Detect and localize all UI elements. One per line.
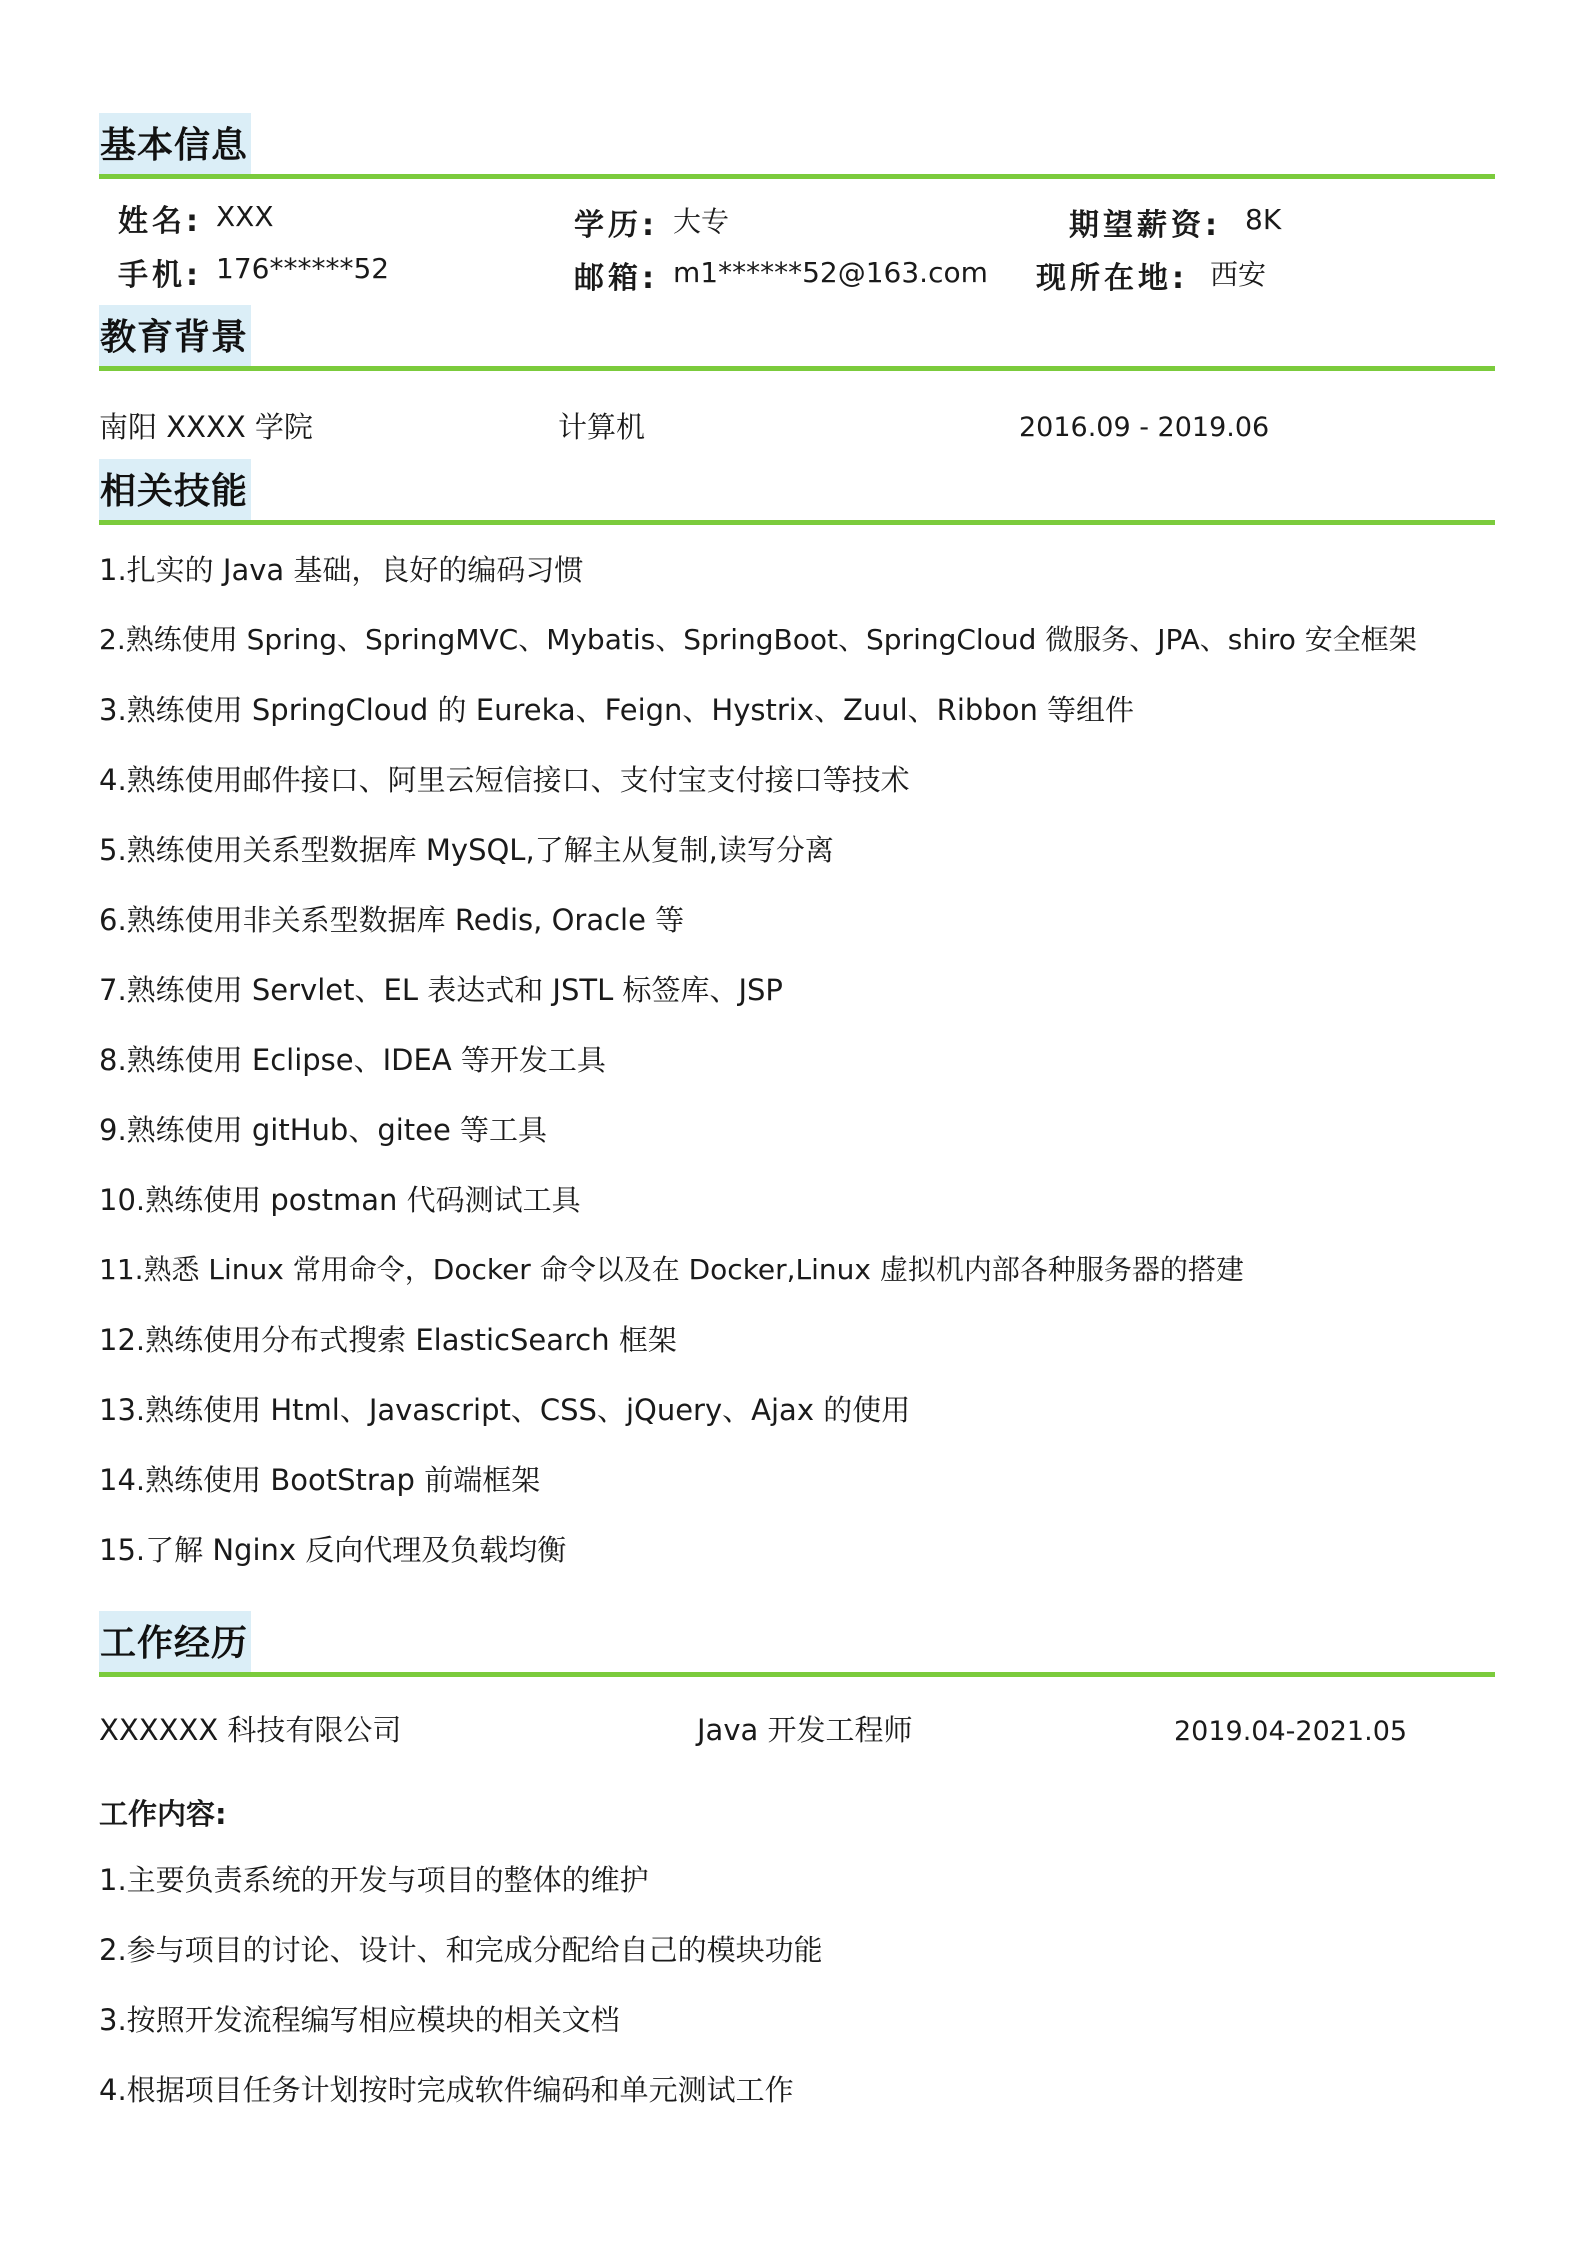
location-value: 西安 — [1210, 258, 1267, 291]
section-divider — [249, 1672, 1495, 1677]
education-major: 计算机 — [558, 410, 646, 444]
work-content-item: 1.主要负责系统的开发与项目的整体的维护 — [99, 1863, 649, 1897]
work-content-item: 3.按照开发流程编写相应模块的相关文档 — [99, 2003, 620, 2037]
skills-header — [99, 459, 1495, 525]
education-period: 2016.09 - 2019.06 — [1019, 412, 1270, 443]
skill-item: 5.熟练使用关系型数据库 MySQL,了解主从复制,读写分离 — [99, 833, 834, 867]
basic-info-section — [99, 113, 1495, 179]
name-value: XXX — [216, 200, 274, 233]
phone-label: 手机: — [118, 258, 202, 293]
basic-info-header — [99, 113, 1495, 179]
section-divider — [249, 174, 1495, 179]
work-content-item: 4.根据项目任务计划按时完成软件编码和单元测试工作 — [99, 2073, 794, 2107]
phone-value: 176******52 — [216, 252, 390, 285]
skill-item: 7.熟练使用 Servlet、EL 表达式和 JSTL 标签库、JSP — [99, 973, 783, 1007]
education-level-value: 大专 — [673, 205, 730, 238]
work-position: Java 开发工程师 — [697, 1713, 913, 1747]
skill-item: 12.熟练使用分布式搜索 ElasticSearch 框架 — [99, 1323, 677, 1357]
skill-item: 9.熟练使用 gitHub、gitee 等工具 — [99, 1113, 548, 1147]
section-divider — [99, 366, 249, 371]
section-divider — [99, 174, 249, 179]
email-label: 邮箱: — [574, 261, 658, 296]
education-section — [99, 305, 1495, 371]
section-divider — [99, 520, 249, 525]
expected-salary-value: 8K — [1245, 203, 1282, 236]
education-school: 南阳 XXXX 学院 — [99, 410, 313, 444]
skill-item: 13.熟练使用 Html、Javascript、CSS、jQuery、Ajax 的使用 — [99, 1393, 911, 1427]
work-company: XXXXXX 科技有限公司 — [99, 1713, 402, 1747]
work-period: 2019.04-2021.05 — [1174, 1716, 1408, 1747]
skill-item: 2.熟练使用 Spring、SpringMVC、Mybatis、SpringBoot、SpringCloud 微服务、JPA、shiro 安全框架 — [99, 623, 1417, 656]
section-title: 教育背景 — [99, 305, 251, 371]
section-title: 基本信息 — [99, 113, 251, 179]
skill-item: 15.了解 Nginx 反向代理及负载均衡 — [99, 1533, 567, 1567]
expected-salary-label: 期望薪资: — [1069, 208, 1221, 243]
name-label: 姓名: — [118, 204, 202, 239]
work-content-title: 工作内容: — [99, 1797, 227, 1831]
work-content-item: 2.参与项目的讨论、设计、和完成分配给自己的模块功能 — [99, 1933, 823, 1967]
skills-section — [99, 459, 1495, 525]
education-header — [99, 305, 1495, 371]
skill-item: 3.熟练使用 SpringCloud 的 Eureka、Feign、Hystrix、Zuul、Ribbon 等组件 — [99, 693, 1135, 727]
section-divider — [99, 1672, 249, 1677]
email-value: m1******52@163.com — [673, 256, 988, 289]
section-divider — [249, 366, 1495, 371]
section-divider — [249, 520, 1495, 525]
location-label: 现所在地: — [1036, 261, 1188, 296]
skill-item: 10.熟练使用 postman 代码测试工具 — [99, 1183, 581, 1217]
skill-item: 11.熟悉 Linux 常用命令，Docker 命令以及在 Docker,Linux 虚拟机内部各种服务器的搭建 — [99, 1253, 1244, 1286]
work-header — [99, 1611, 1495, 1677]
skill-item: 1.扎实的 Java 基础，良好的编码习惯 — [99, 553, 584, 587]
skill-item: 6.熟练使用非关系型数据库 Redis, Oracle 等 — [99, 903, 685, 937]
skill-item: 8.熟练使用 Eclipse、IDEA 等开发工具 — [99, 1043, 606, 1077]
skill-item: 4.熟练使用邮件接口、阿里云短信接口、支付宝支付接口等技术 — [99, 763, 910, 797]
section-title: 工作经历 — [99, 1611, 251, 1677]
work-section — [99, 1611, 1495, 1677]
section-title: 相关技能 — [99, 459, 251, 525]
skill-item: 14.熟练使用 BootStrap 前端框架 — [99, 1463, 541, 1497]
education-level-label: 学历: — [574, 208, 658, 243]
